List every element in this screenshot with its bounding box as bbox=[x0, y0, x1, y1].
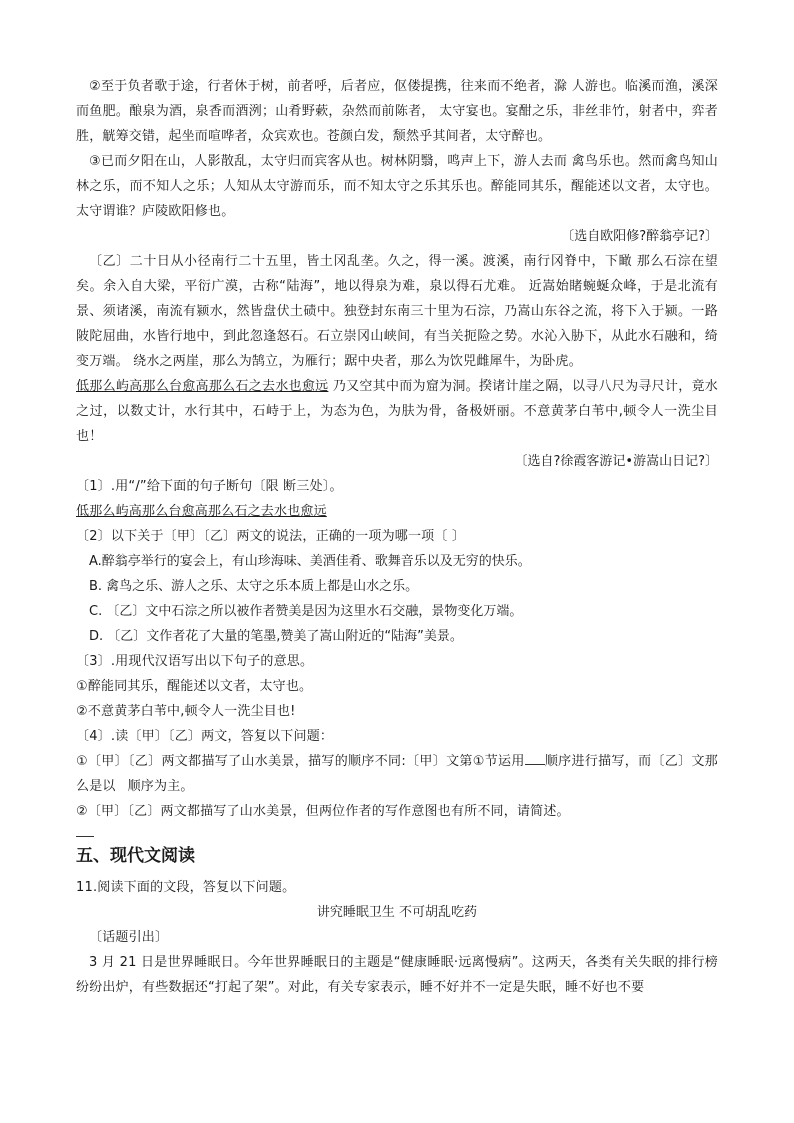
question-2-option-b: B. 禽鸟之乐、游人之乐、太守之乐本质上都是山水之乐。 bbox=[89, 579, 419, 594]
question-4-item-1 bbox=[76, 749, 718, 799]
article-paragraph-1: 3 月 21 日是世界睡眠日。今年世界睡眠日的主题是“健康睡眠·远离慢病”。这两天，各类有关失眠的排行榜纷纷出炉，有些数据还“打起了架”。对此，有关专家表示，睡不好并不一定是失眠，睡不好也不要 bbox=[76, 955, 718, 995]
document-page bbox=[76, 74, 718, 1000]
question-2-option-a: A.醉翁亭举行的宴会上，有山珍海味、美酒佳肴、歌舞音乐以及无穷的快乐。 bbox=[89, 554, 531, 569]
question-1-prompt: 〔1〕.用“/”给下面的句子断句〔限 断三处〕。 bbox=[76, 479, 343, 494]
passage-jia-paragraph-2: ②至于负者歌于途，行者休于树，前者呼，后者应，伛偻提携，往来而不绝者，滁 人游也。临溪而渔，溪深而鱼肥。酿泉为酒，泉香而酒洌；山肴野蔌，杂然而前陈者， 太守宴也。宴酣之乐，非丝非竹，射者中，弈者胜，觥筹交错，起坐而喧哗者，众宾欢也。苍颜白发，颓然乎其间者，太守醉也。 bbox=[76, 79, 718, 144]
passage-yi bbox=[76, 249, 718, 449]
question-1-sentence: 低那么屿高那么台愈高那么石之去水也愈远 bbox=[76, 504, 327, 519]
question-2-option-c: C. 〔乙〕文中石淙之所以被作者赞美是因为这里水石交融，景物变化万端。 bbox=[89, 604, 523, 619]
passage-yi-text-before: 〔乙〕二十日从小径南行二十五里，皆土冈乱垄。久之，得一溪。渡溪，南行冈脊中，下瞰 那么石淙在望矣。余入自大梁，平衍广漠，古称“陆海”，地以得泉为难，泉以得石尤难。 近嵩始睹蜿蜒众峰，于是北流有景、须诸溪，南流有颍水，然皆盘伏土碛中。独登封东南三十里为石淙，乃嵩山东谷之流，将下入于颍。一路陂陀屈曲，水皆行地中，到此忽逢怒石。石立崇冈山峡间，有当关扼险之势。水沁入胁下，从此水石融和，绮变万端。 绕水之两崖，那么为鹄立，为雁行；踞中央者，那么为饮兕雌犀牛，为卧虎。 bbox=[76, 254, 718, 369]
question-3-prompt: 〔3〕.用现代汉语写出以下句子的意思。 bbox=[76, 654, 314, 669]
question-4-item-1-part-b: 顺序进行描写，而〔乙〕文那么是以 bbox=[76, 754, 718, 794]
passage-yi-underlined-sentence: 低那么屿高那么台愈高那么石之去水也愈远 bbox=[76, 379, 329, 394]
divider-rule bbox=[76, 836, 94, 837]
article-title: 讲究睡眠卫生 不可胡乱吃药 bbox=[316, 905, 478, 920]
section-5-title: 五、现代文阅读 bbox=[76, 846, 195, 866]
question-2-option-d: D. 〔乙〕文作者花了大量的笔墨,赞美了嵩山附近的“陆海”美景。 bbox=[89, 629, 463, 644]
passage-jia-source: 〔选自欧阳修?醉翁亭记?〕 bbox=[561, 229, 718, 244]
question-4-item-1-part-a: ①〔甲〕〔乙〕两文都描写了山水美景，描写的顺序不同:〔甲〕文第①节运用 bbox=[76, 754, 525, 769]
question-4-item-2: ②〔甲〕〔乙〕两文都描写了山水美景，但两位作者的写作意图也有所不同，请简述。 bbox=[76, 804, 570, 819]
question-11-prompt: 11.阅读下面的文段，答复以下问题。 bbox=[76, 880, 296, 895]
question-2-prompt: 〔2〕以下关于〔甲〕〔乙〕两文的说法，正确的一项为哪一项〔 〕 bbox=[76, 529, 466, 544]
answer-blank-1[interactable] bbox=[525, 752, 545, 765]
question-4-item-1-part-c: 顺序为主。 bbox=[127, 779, 194, 794]
passage-yi-source: 〔选自?徐霞客游记•游嵩山日记?〕 bbox=[514, 454, 718, 469]
passage-yi-text-after: 乃又空其中而为窟为洞。揆诸计崖之隔，以寻八尺为寻尺计，竟水之过，以数丈计，水行其中，石峙于上，为态为色，为肤为骨，备极妍丽。不意黄茅白苇中,顿令人一洗尘目也！ bbox=[76, 379, 718, 444]
question-3-item-1: ①醉能同其乐，醒能述以文者，太守也。 bbox=[76, 679, 313, 694]
topic-label: 〔话题引出〕 bbox=[89, 930, 169, 945]
question-3-item-2: ②不意黄茅白苇中,顿令人一洗尘目也! bbox=[76, 704, 296, 719]
passage-jia-paragraph-3: ③已而夕阳在山，人影散乱，太守归而宾客从也。树林阴翳，鸣声上下，游人去而 禽鸟乐也。然而禽鸟知山林之乐，而不知人之乐；人知从太守游而乐，而不知太守之乐其乐也。醉能同其乐，醒能述以文者，太守也。太守谓谁？庐陵欧阳修也。 bbox=[76, 154, 718, 219]
question-4-prompt: 〔4〕.读〔甲〕〔乙〕两文，答复以下问题： bbox=[76, 729, 334, 744]
